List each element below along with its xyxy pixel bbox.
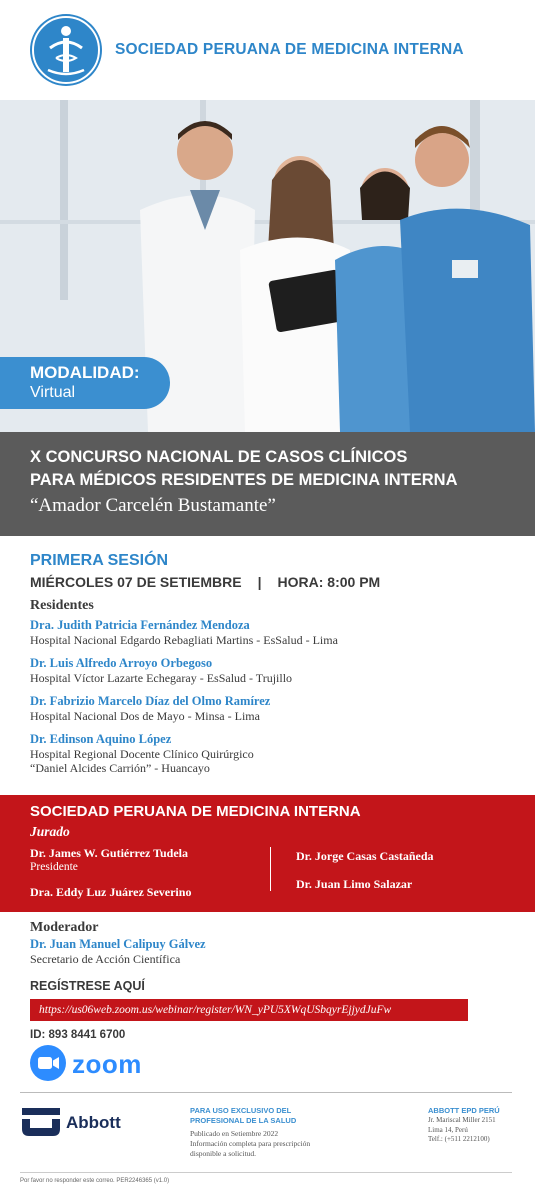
resident-name: Dr. Luis Alfredo Arroyo Orbegoso [30, 656, 213, 670]
use-text [190, 1129, 380, 1159]
jury-member [296, 849, 434, 863]
jury-member-name: Dr. Jorge Casas Castañeda [296, 849, 434, 863]
use-text-line: Información completa para prescripción [190, 1139, 311, 1148]
use-title: PARA USO EXCLUSIVO DEL [190, 1106, 292, 1115]
jury-member [30, 846, 188, 874]
spmi-logo-icon [30, 14, 102, 86]
resident-institution: Hospital Víctor Lazarte Echegaray - EsSalud - Trujillo [30, 671, 293, 685]
moderator-name: Dr. Juan Manuel Calipuy Gálvez [30, 937, 206, 951]
list-item [30, 694, 510, 723]
event-subtitle: “Amador Carcelén Bustamante” [30, 495, 276, 516]
resident-name: Dr. Edinson Aquino López [30, 732, 172, 746]
epd-line: Lima 14, Perú [428, 1125, 468, 1134]
list-item [30, 732, 510, 775]
professional-use-notice [190, 1106, 380, 1159]
resident-institution: Hospital Nacional Dos de Mayo - Minsa - Lima [30, 709, 260, 723]
header [0, 0, 535, 100]
org-title: SOCIEDAD PERUANA DE MEDICINA INTERNA [115, 41, 464, 58]
epd-title: ABBOTT EPD PERÚ [428, 1106, 500, 1115]
footer-divider [20, 1092, 512, 1093]
resident-institution: “Daniel Alcides Carrión” - Huancayo [30, 761, 210, 775]
epd-line: Jr. Mariscal Miller 2151 [428, 1116, 496, 1124]
registration-link[interactable]: https://us06web.zoom.us/webinar/register/WN_yPU5XWqUSbqyrEjjydJuFw [30, 999, 468, 1021]
abbott-name: Abbott [66, 1113, 121, 1132]
session-info [30, 551, 510, 590]
use-text-line: Publicado en Setiembre 2022 [190, 1129, 279, 1138]
jury-org-title: SOCIEDAD PERUANA DE MEDICINA INTERNA [30, 803, 361, 820]
jury-band [0, 795, 535, 912]
event-title-band [0, 432, 535, 536]
abbott-logo-icon [22, 1108, 60, 1141]
moderator-heading: Moderador [30, 920, 99, 935]
session-separator: | [257, 574, 262, 590]
resident-name: Dra. Judith Patricia Fernández Mendoza [30, 618, 250, 632]
session-title: PRIMERA SESIÓN [30, 552, 169, 569]
residents-heading: Residentes [30, 598, 94, 613]
resident-institution: Hospital Nacional Edgardo Rebagliati Martins - EsSalud - Lima [30, 633, 338, 647]
session-time: HORA: 8:00 PM [277, 574, 381, 590]
abbott-epd-address [428, 1106, 528, 1145]
jury-member-name: Dra. Eddy Luz Juárez Severino [30, 885, 192, 899]
moderator-role: Secretario de Acción Científica [30, 952, 181, 966]
meeting-id: ID: 893 8441 6700 [30, 1029, 126, 1041]
session-date: MIÉRCOLES 07 DE SETIEMBRE [30, 574, 242, 590]
footnote-divider [20, 1172, 512, 1173]
event-title-line1: X CONCURSO NACIONAL DE CASOS CLÍNICOS [30, 448, 408, 466]
jury-heading: Jurado [30, 824, 70, 839]
jury-member [30, 885, 191, 899]
epd-line: Telf.: (+511 2212100) [428, 1135, 490, 1143]
resident-name: Dr. Fabrizio Marcelo Díaz del Olmo Ramírez [30, 694, 271, 708]
zoom-wordmark: zoom [72, 1049, 142, 1079]
session-date-time [30, 574, 510, 590]
use-title: PROFESIONAL DE LA SALUD [190, 1116, 297, 1125]
residents-list [30, 598, 510, 784]
footnote: Por favor no responder este correo. PER2246365 (v1.0) [20, 1178, 170, 1184]
jury-member-name: Dr. Juan Limo Salazar [296, 877, 413, 891]
registration-heading: REGÍSTRESE AQUÍ [30, 979, 145, 993]
jury-member [296, 877, 412, 891]
registration-section [30, 979, 510, 1041]
zoom-camera-icon [30, 1045, 66, 1081]
event-title-line2: PARA MÉDICOS RESIDENTES DE MEDICINA INTERNA [30, 471, 458, 489]
jury-member-role: Presidente [30, 861, 78, 873]
modalidad-label: MODALIDAD: [30, 363, 140, 382]
list-item [30, 618, 510, 647]
list-item [30, 656, 510, 685]
modalidad-badge [0, 357, 170, 409]
moderator-section [30, 920, 510, 966]
jury-member-name: Dr. James W. Gutiérrez Tudela [30, 846, 189, 860]
resident-institution: Hospital Regional Docente Clínico Quirúrgico [30, 747, 254, 761]
jury-divider [270, 847, 271, 891]
use-text-line: disponible a solicitud. [190, 1149, 257, 1158]
modalidad-value: Virtual [30, 384, 76, 401]
